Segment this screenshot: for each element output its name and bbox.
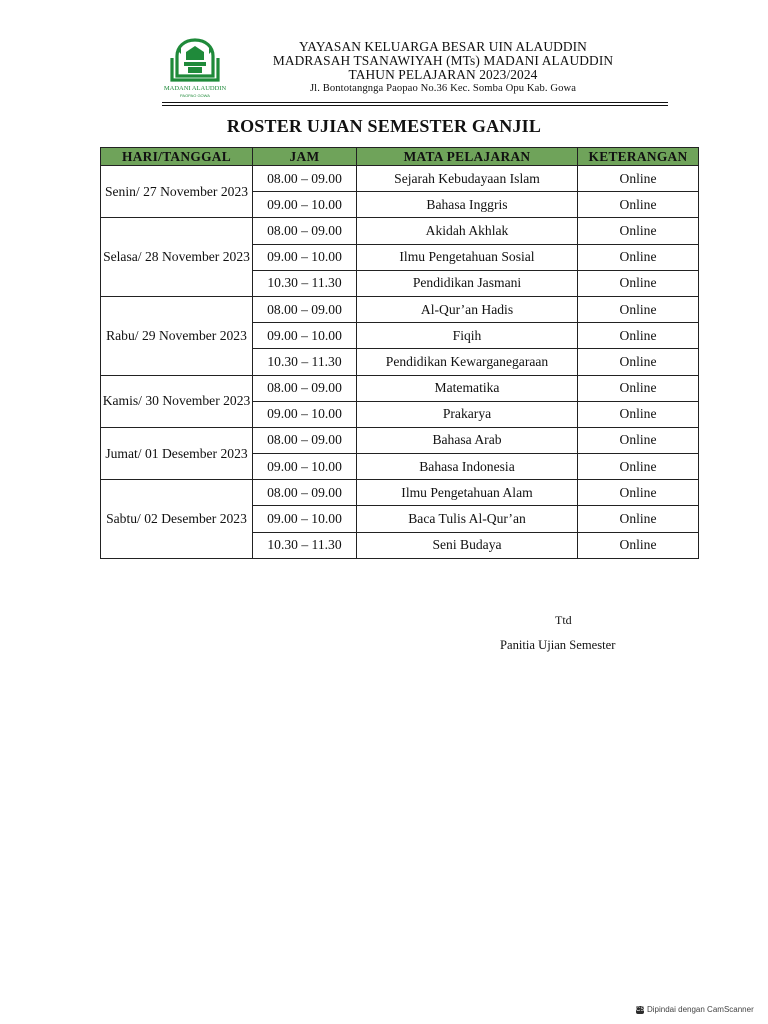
letterhead-divider xyxy=(162,102,668,106)
day-cell: Kamis/ 30 November 2023 xyxy=(101,375,253,427)
school-logo-icon xyxy=(164,36,226,100)
subject-cell: Sejarah Kebudayaan Islam xyxy=(357,166,578,192)
school-address: Jl. Bontotangnga Paopao No.36 Kec. Somba Opu Kab. Gowa xyxy=(309,83,577,94)
column-header-time: JAM xyxy=(253,148,357,166)
note-cell: Online xyxy=(578,427,699,453)
day-cell: Senin/ 27 November 2023 xyxy=(101,166,253,218)
note-cell: Online xyxy=(578,349,699,375)
time-cell: 09.00 – 10.00 xyxy=(253,192,357,218)
subject-cell: Pendidikan Kewarganegaraan xyxy=(357,349,578,375)
subject-cell: Prakarya xyxy=(357,401,578,427)
exam-schedule-table xyxy=(100,147,699,559)
subject-cell: Ilmu Pengetahuan Sosial xyxy=(357,244,578,270)
subject-cell: Akidah Akhlak xyxy=(357,218,578,244)
school-name: MADRASAH TSANAWIYAH (MTs) MADANI ALAUDDIN xyxy=(272,53,614,68)
academic-year: TAHUN PELAJARAN 2023/2024 xyxy=(348,67,538,82)
logo-subtext: PAOPAO GOWA xyxy=(180,93,210,98)
table-body xyxy=(101,166,699,559)
subject-cell: Bahasa Arab xyxy=(357,427,578,453)
table-row xyxy=(101,480,699,506)
note-cell: Online xyxy=(578,166,699,192)
note-cell: Online xyxy=(578,323,699,349)
table-row xyxy=(101,427,699,453)
day-cell: Selasa/ 28 November 2023 xyxy=(101,218,253,297)
table-row xyxy=(101,166,699,192)
time-cell: 09.00 – 10.00 xyxy=(253,506,357,532)
note-cell: Online xyxy=(578,480,699,506)
note-cell: Online xyxy=(578,218,699,244)
foundation-name: YAYASAN KELUARGA BESAR UIN ALAUDDIN xyxy=(299,39,587,54)
time-cell: 09.00 – 10.00 xyxy=(253,454,357,480)
letterhead-text xyxy=(228,40,658,96)
column-header-day: HARI/TANGGAL xyxy=(101,148,253,166)
subject-cell: Al-Qur’an Hadis xyxy=(357,296,578,322)
note-cell: Online xyxy=(578,375,699,401)
logo-text: MADANI ALAUDDIN xyxy=(164,85,226,92)
time-cell: 08.00 – 09.00 xyxy=(253,375,357,401)
time-cell: 10.30 – 11.30 xyxy=(253,349,357,375)
table-row xyxy=(101,218,699,244)
table-header-row xyxy=(101,148,699,166)
camscanner-icon: CS xyxy=(636,1006,645,1013)
time-cell: 09.00 – 10.00 xyxy=(253,244,357,270)
note-cell: Online xyxy=(578,296,699,322)
day-cell: Jumat/ 01 Desember 2023 xyxy=(101,427,253,479)
note-cell: Online xyxy=(578,244,699,270)
time-cell: 10.30 – 11.30 xyxy=(253,270,357,296)
note-cell: Online xyxy=(578,270,699,296)
subject-cell: Ilmu Pengetahuan Alam xyxy=(357,480,578,506)
note-cell: Online xyxy=(578,532,699,558)
time-cell: 09.00 – 10.00 xyxy=(253,323,357,349)
scanner-watermark-text: Dipindai dengan CamScanner xyxy=(647,1005,754,1014)
subject-cell: Matematika xyxy=(357,375,578,401)
day-cell: Rabu/ 29 November 2023 xyxy=(101,296,253,375)
time-cell: 08.00 – 09.00 xyxy=(253,296,357,322)
subject-cell: Bahasa Indonesia xyxy=(357,454,578,480)
note-cell: Online xyxy=(578,192,699,218)
subject-cell: Fiqih xyxy=(357,323,578,349)
time-cell: 08.00 – 09.00 xyxy=(253,218,357,244)
table-row xyxy=(101,296,699,322)
letterhead xyxy=(100,36,668,104)
column-header-note: KETERANGAN xyxy=(578,148,699,166)
signature-committee: Panitia Ujian Semester xyxy=(500,638,616,652)
subject-cell: Bahasa Inggris xyxy=(357,192,578,218)
time-cell: 08.00 – 09.00 xyxy=(253,427,357,453)
page-title: ROSTER UJIAN SEMESTER GANJIL xyxy=(226,116,542,136)
time-cell: 08.00 – 09.00 xyxy=(253,480,357,506)
note-cell: Online xyxy=(578,454,699,480)
column-header-subject: MATA PELAJARAN xyxy=(357,148,578,166)
time-cell: 10.30 – 11.30 xyxy=(253,532,357,558)
subject-cell: Baca Tulis Al-Qur’an xyxy=(357,506,578,532)
signature-ttd: Ttd xyxy=(555,613,572,627)
scanner-watermark xyxy=(636,1005,754,1014)
note-cell: Online xyxy=(578,401,699,427)
subject-cell: Pendidikan Jasmani xyxy=(357,270,578,296)
time-cell: 08.00 – 09.00 xyxy=(253,166,357,192)
note-cell: Online xyxy=(578,506,699,532)
day-cell: Sabtu/ 02 Desember 2023 xyxy=(101,480,253,559)
time-cell: 09.00 – 10.00 xyxy=(253,401,357,427)
table-row xyxy=(101,375,699,401)
subject-cell: Seni Budaya xyxy=(357,532,578,558)
